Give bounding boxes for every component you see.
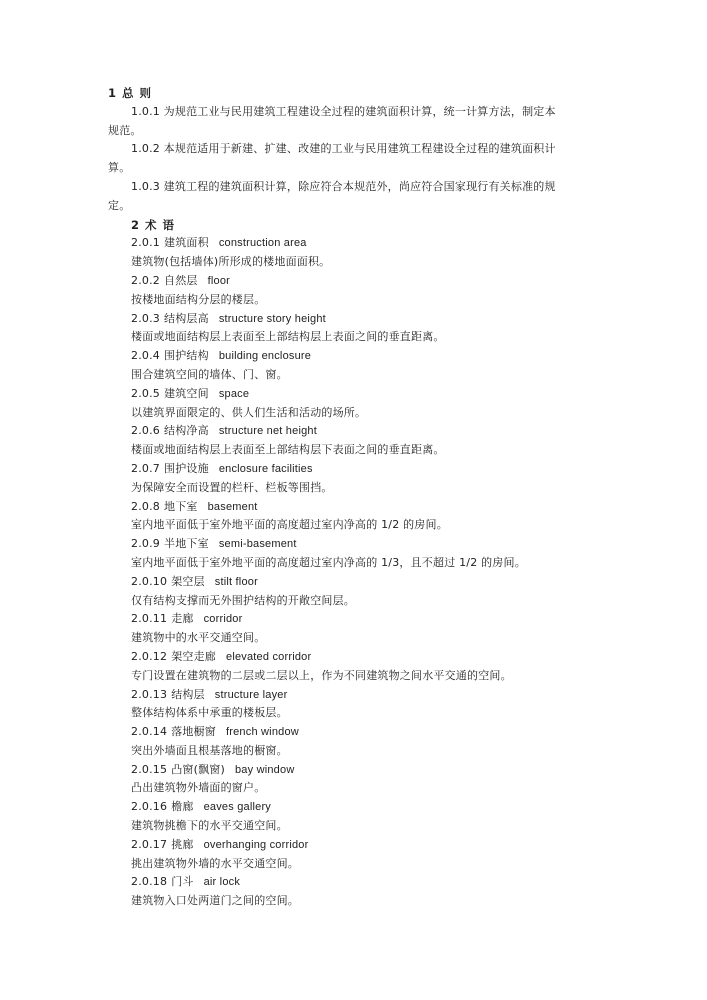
term-2-0-1 [0, 234, 707, 253]
term-number: 2.0.5 [131, 386, 160, 400]
term-number: 2.0.10 [131, 574, 168, 588]
term-english: basement [207, 500, 258, 513]
term-list [0, 234, 707, 911]
term-definition-2-0-7: 为保障安全而设置的栏杆、栏板等围挡。 [131, 480, 333, 494]
term-definition-2-0-9: 室内地平面低于室外地平面的高度超过室内净高的 1/3，且不超过 1/2 的房间。 [131, 555, 526, 569]
clause-1-0-2-line-2: 算。 [108, 161, 131, 175]
term-definition-2-0-14: 突出外墙面且根基落地的橱窗。 [131, 743, 288, 757]
term-english: construction area [218, 237, 307, 250]
term-number: 2.0.4 [131, 349, 160, 363]
term-english: elevated corridor [226, 650, 312, 663]
term-english: structure layer [214, 688, 288, 701]
term-2-0-18 [0, 873, 707, 892]
chapter-1-heading: 1 总 则 [108, 86, 153, 100]
term-2-0-5 [0, 385, 707, 404]
term-chinese: 围护设施 [164, 461, 209, 475]
term-2-0-17 [0, 836, 707, 855]
term-english: space [218, 387, 250, 400]
term-chinese: 建筑空间 [164, 386, 209, 400]
term-definition-2-0-6: 楼面或地面结构层上表面至上部结构层下表面之间的垂直距离。 [131, 443, 445, 457]
term-chinese: 结构层 [171, 687, 205, 701]
term-chinese: 架空走廊 [171, 649, 216, 663]
term-definition-2-0-8: 室内地平面低于室外地平面的高度超过室内净高的 1/2 的房间。 [131, 518, 448, 532]
chapter-2-heading: 2 术 语 [131, 217, 176, 232]
term-2-0-15 [0, 761, 707, 780]
clause-1-0-1-line-2: 规范。 [108, 123, 142, 137]
term-2-0-6 [0, 422, 707, 441]
term-chinese: 建筑面积 [164, 236, 209, 250]
term-chinese: 自然层 [164, 273, 198, 287]
document-body [0, 84, 707, 911]
term-english: enclosure facilities [218, 462, 313, 475]
term-chinese: 地下室 [164, 499, 198, 513]
term-definition-2-0-3: 楼面或地面结构层上表面至上部结构层上表面之间的垂直距离。 [131, 330, 445, 344]
term-chinese: 架空层 [171, 574, 205, 588]
term-chinese: 檐廊 [171, 800, 194, 814]
term-number: 2.0.6 [131, 424, 160, 438]
term-2-0-16 [0, 798, 707, 817]
term-2-0-4 [0, 347, 707, 366]
term-number: 2.0.12 [131, 649, 168, 663]
term-chinese: 落地橱窗 [171, 725, 216, 739]
term-english: semi-basement [218, 538, 297, 551]
term-number: 2.0.15 [131, 762, 168, 776]
term-definition-2-0-5: 以建筑界面限定的、供人们生活和活动的场所。 [131, 405, 367, 419]
term-definition-2-0-4: 围合建筑空间的墙体、门、窗。 [131, 367, 288, 381]
term-english: floor [207, 274, 231, 287]
term-chinese: 走廊 [171, 612, 194, 626]
term-english: structure net height [218, 425, 317, 438]
clause-1-0-1-line-1: 1.0.1 为规范工业与民用建筑工程建设全过程的建筑面积计算，统一计算方法，制定本 [131, 104, 556, 118]
term-chinese: 门斗 [171, 875, 194, 889]
term-number: 2.0.7 [131, 461, 160, 475]
term-2-0-8 [0, 498, 707, 517]
term-chinese: 结构层高 [164, 311, 209, 325]
term-2-0-11 [0, 610, 707, 629]
clause-1-0-3-line-2: 定。 [108, 198, 131, 212]
term-english: french window [226, 726, 299, 739]
term-number: 2.0.16 [131, 800, 168, 814]
term-2-0-2 [0, 272, 707, 291]
term-2-0-7 [0, 460, 707, 479]
term-definition-2-0-17: 挑出建筑物外墙的水平交通空间。 [131, 856, 299, 870]
term-2-0-3 [0, 310, 707, 329]
term-definition-2-0-10: 仅有结构支撑而无外围护结构的开敞空间层。 [131, 593, 355, 607]
term-definition-2-0-13: 整体结构体系中承重的楼板层。 [131, 706, 288, 720]
term-2-0-13 [0, 686, 707, 705]
term-definition-2-0-15: 凸出建筑物外墙面的窗户。 [131, 781, 266, 795]
term-definition-2-0-11: 建筑物中的水平交通空间。 [131, 631, 266, 645]
term-definition-2-0-18: 建筑物入口处两道门之间的空间。 [131, 894, 299, 908]
term-number: 2.0.3 [131, 311, 160, 325]
term-chinese: 围护结构 [164, 349, 209, 363]
term-2-0-12 [0, 648, 707, 667]
term-chinese: 凸窗(飘窗) [171, 762, 225, 776]
term-number: 2.0.8 [131, 499, 160, 513]
term-chinese: 挑廊 [171, 837, 194, 851]
term-definition-2-0-1: 建筑物(包括墙体)所形成的楼地面面积。 [131, 255, 331, 269]
term-english: eaves gallery [203, 801, 272, 814]
term-number: 2.0.18 [131, 875, 168, 889]
term-2-0-14 [0, 723, 707, 742]
term-number: 2.0.2 [131, 273, 160, 287]
term-chinese: 半地下室 [164, 537, 209, 551]
term-english: structure story height [218, 312, 326, 325]
term-definition-2-0-2: 按楼地面结构分层的楼层。 [131, 292, 266, 306]
term-2-0-9 [0, 535, 707, 554]
term-english: overhanging corridor [203, 838, 309, 851]
term-number: 2.0.11 [131, 612, 168, 626]
term-english: corridor [203, 613, 243, 626]
term-number: 2.0.1 [131, 236, 160, 250]
term-chinese: 结构净高 [164, 424, 209, 438]
clause-1-0-3-line-1: 1.0.3 建筑工程的建筑面积计算，除应符合本规范外，尚应符合国家现行有关标准的规 [131, 179, 556, 193]
term-number: 2.0.9 [131, 537, 160, 551]
term-number: 2.0.13 [131, 687, 168, 701]
term-definition-2-0-12: 专门设置在建筑物的二层或二层以上，作为不同建筑物之间水平交通的空间。 [131, 668, 512, 682]
term-number: 2.0.14 [131, 725, 168, 739]
term-english: bay window [234, 763, 295, 776]
clause-1-0-2-line-1: 1.0.2 本规范适用于新建、扩建、改建的工业与民用建筑工程建设全过程的建筑面积计 [131, 142, 556, 156]
term-english: air lock [203, 876, 241, 889]
term-number: 2.0.17 [131, 837, 168, 851]
term-2-0-10 [0, 573, 707, 592]
term-english: building enclosure [218, 350, 312, 363]
term-definition-2-0-16: 建筑物挑檐下的水平交通空间。 [131, 819, 288, 833]
term-english: stilt floor [214, 575, 258, 588]
